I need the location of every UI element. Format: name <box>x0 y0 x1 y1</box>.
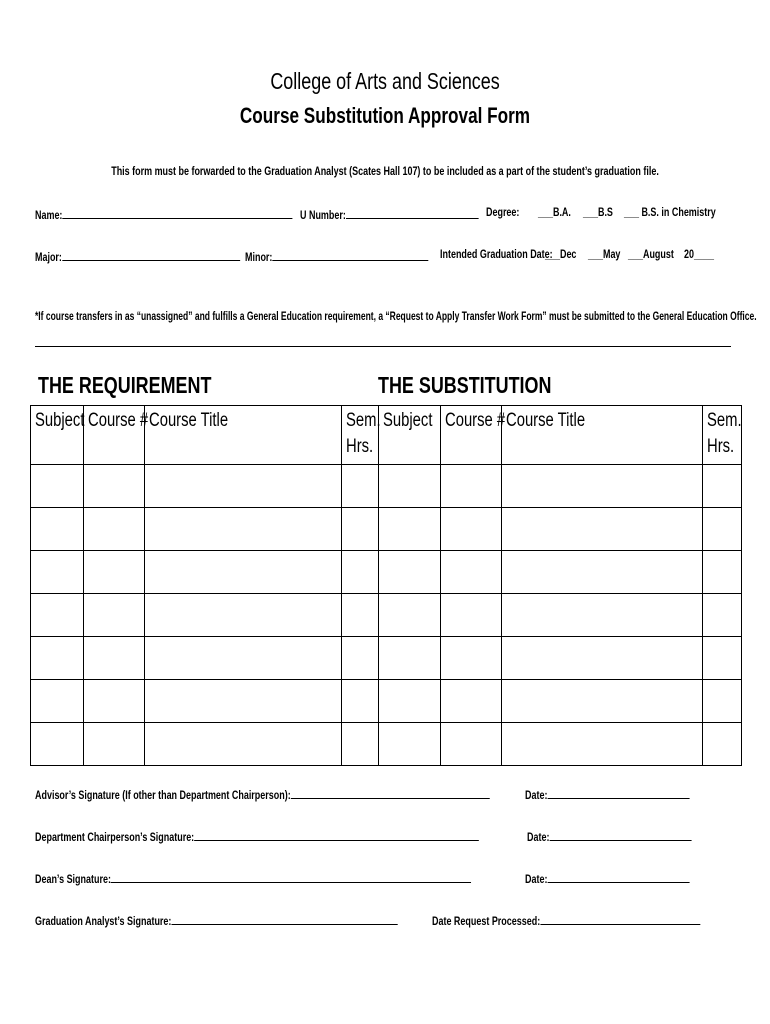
degree-bs-chem-option[interactable]: ___ B.S. in Chemistry <box>624 207 716 219</box>
table-cell[interactable] <box>502 594 703 637</box>
req-course-num-header: Course # <box>84 406 145 465</box>
table-cell[interactable] <box>703 594 742 637</box>
table-cell[interactable] <box>342 680 379 723</box>
table-cell[interactable] <box>703 723 742 766</box>
table-cell[interactable] <box>145 551 342 594</box>
sub-course-title-header: Course Title <box>502 406 703 465</box>
name-label: Name: <box>35 210 63 222</box>
table-row <box>31 723 742 766</box>
table-cell[interactable] <box>502 680 703 723</box>
table-cell[interactable] <box>441 594 502 637</box>
date-processed-field[interactable] <box>432 913 770 928</box>
req-sem-hrs-header: Sem. Hrs. <box>342 406 379 465</box>
table-cell[interactable] <box>441 723 502 766</box>
dean-date-field[interactable] <box>525 871 736 886</box>
table-cell[interactable] <box>31 723 84 766</box>
table-cell[interactable] <box>145 594 342 637</box>
degree-label: Degree: <box>486 207 520 219</box>
table-cell[interactable] <box>379 680 441 723</box>
table-row <box>31 508 742 551</box>
table-cell[interactable] <box>145 508 342 551</box>
table-cell[interactable] <box>145 637 342 680</box>
degree-bs-option[interactable]: ___B.S <box>583 207 613 219</box>
table-cell[interactable] <box>31 465 84 508</box>
advisor-date-field[interactable] <box>525 787 736 802</box>
grad-date-label: Intended Graduation Date: <box>440 249 553 261</box>
table-cell[interactable] <box>84 465 145 508</box>
major-label: Major: <box>35 252 62 264</box>
table-cell[interactable] <box>145 723 342 766</box>
table-cell[interactable] <box>84 508 145 551</box>
table-cell[interactable] <box>441 551 502 594</box>
table-cell[interactable] <box>342 551 379 594</box>
table-cell[interactable] <box>703 465 742 508</box>
table-cell[interactable] <box>31 594 84 637</box>
unumber-label: U Number: <box>300 210 346 222</box>
minor-label: Minor: <box>245 252 273 264</box>
table-row <box>31 637 742 680</box>
date-processed-label: Date Request Processed: <box>432 916 541 928</box>
advisor-date-label: Date: <box>525 790 548 802</box>
table-cell[interactable] <box>441 637 502 680</box>
table-cell[interactable] <box>31 551 84 594</box>
grad-year-field[interactable]: 20____ <box>684 249 714 261</box>
table-row <box>31 594 742 637</box>
table-cell[interactable] <box>84 680 145 723</box>
chair-signature-label: Department Chairperson’s Signature: <box>35 832 195 844</box>
table-cell[interactable] <box>84 594 145 637</box>
sub-course-num-header: Course # <box>441 406 502 465</box>
chair-date-label: Date: <box>527 832 550 844</box>
table-cell[interactable] <box>342 723 379 766</box>
chair-date-field[interactable] <box>527 829 738 844</box>
table-cell[interactable] <box>379 594 441 637</box>
table-cell[interactable] <box>342 637 379 680</box>
table-cell[interactable] <box>342 594 379 637</box>
table-cell[interactable] <box>145 465 342 508</box>
table-cell[interactable] <box>441 508 502 551</box>
grad-aug-option[interactable]: ___August <box>628 249 674 261</box>
divider-line <box>35 346 731 347</box>
table-row <box>31 551 742 594</box>
grad-dec-option[interactable]: ___Dec <box>545 249 577 261</box>
table-cell[interactable] <box>502 465 703 508</box>
dean-date-label: Date: <box>525 874 548 886</box>
table-cell[interactable] <box>502 637 703 680</box>
table-cell[interactable] <box>703 551 742 594</box>
table-cell[interactable] <box>502 508 703 551</box>
table-cell[interactable] <box>379 465 441 508</box>
table-cell[interactable] <box>145 680 342 723</box>
requirement-heading: THE REQUIREMENT <box>38 372 212 398</box>
degree-ba-option[interactable]: ___B.A. <box>538 207 571 219</box>
table-cell[interactable] <box>703 637 742 680</box>
sub-sem-hrs-header: Sem. Hrs. <box>703 406 742 465</box>
req-subject-header: Subject <box>31 406 84 465</box>
table-cell[interactable] <box>379 723 441 766</box>
table-cell[interactable] <box>379 508 441 551</box>
grad-may-option[interactable]: ___May <box>588 249 621 261</box>
table-cell[interactable] <box>31 508 84 551</box>
table-row <box>31 465 742 508</box>
course-table <box>30 405 742 766</box>
table-cell[interactable] <box>502 551 703 594</box>
table-cell[interactable] <box>441 680 502 723</box>
dean-signature-label: Dean’s Signature: <box>35 874 111 886</box>
analyst-signature-field[interactable] <box>35 913 500 928</box>
analyst-signature-label: Graduation Analyst’s Signature: <box>35 916 172 928</box>
table-cell[interactable] <box>342 508 379 551</box>
table-cell[interactable] <box>703 680 742 723</box>
dean-signature-field[interactable] <box>35 871 594 886</box>
form-title: Course Substitution Approval Form <box>239 103 531 128</box>
gen-ed-note: *If course transfers in as “unassigned” and fulfills a General Education requirement, a “Request to Apply Transfer Work Form” must be submitted to the General Education Office. <box>35 311 757 323</box>
table-cell[interactable] <box>342 465 379 508</box>
college-name: College of Arts and Sciences <box>270 68 500 94</box>
form-notice: This form must be forwarded to the Graduation Analyst (Scates Hall 107) to be included as a part of the student’s graduation file. <box>111 166 659 178</box>
table-cell[interactable] <box>441 465 502 508</box>
table-cell[interactable] <box>31 680 84 723</box>
substitution-heading: THE SUBSTITUTION <box>378 372 552 398</box>
table-cell[interactable] <box>379 637 441 680</box>
table-cell[interactable] <box>379 551 441 594</box>
table-cell[interactable] <box>84 551 145 594</box>
req-course-title-header: Course Title <box>145 406 342 465</box>
table-cell[interactable] <box>84 637 145 680</box>
table-cell[interactable] <box>502 723 703 766</box>
table-cell[interactable] <box>84 723 145 766</box>
table-row <box>31 680 742 723</box>
table-header-row <box>31 406 742 465</box>
sub-subject-header: Subject <box>379 406 441 465</box>
chair-signature-field[interactable] <box>35 829 604 844</box>
table-cell[interactable] <box>31 637 84 680</box>
advisor-signature-label: Advisor’s Signature (If other than Department Chairperson): <box>35 790 291 802</box>
table-cell[interactable] <box>703 508 742 551</box>
